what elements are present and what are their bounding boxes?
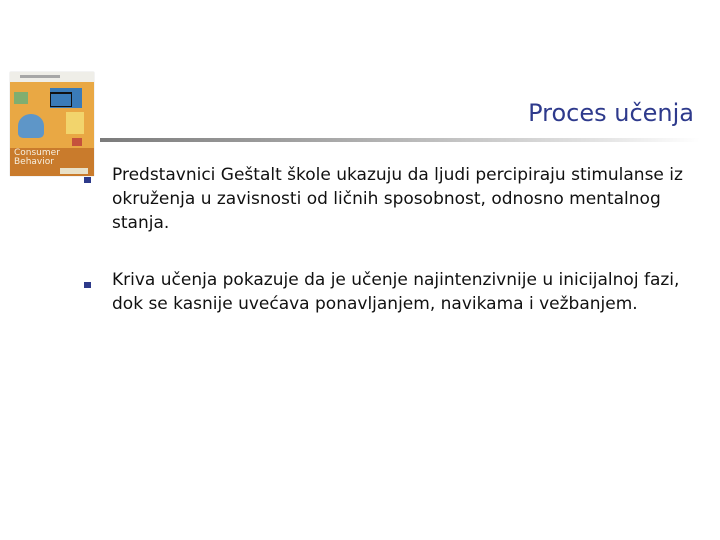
cover-title-line1: Consumer bbox=[14, 148, 60, 158]
slide-title: Proces učenja bbox=[528, 99, 694, 127]
shopping-cart-icon bbox=[50, 92, 72, 107]
bullet-list bbox=[80, 163, 690, 349]
cover-green-shape bbox=[14, 92, 28, 104]
bullet-text: Kriva učenja pokazuje da je učenje najintenzivnije u inicijalnoj fazi, dok se kasnije uvećava ponavljanjem, navikama i vežbanjem. bbox=[112, 270, 680, 314]
cover-author-strip bbox=[20, 75, 60, 78]
bullet-item bbox=[80, 163, 690, 235]
square-bullet-icon bbox=[84, 282, 91, 288]
cover-title-line2: Behavior bbox=[14, 157, 54, 167]
cover-yellow-shape bbox=[66, 112, 84, 134]
book-cover-image bbox=[10, 72, 94, 176]
square-bullet-icon bbox=[84, 177, 91, 183]
cover-head-silhouette bbox=[18, 114, 44, 138]
title-divider bbox=[100, 138, 700, 142]
cover-title bbox=[14, 149, 90, 167]
cover-red-shape bbox=[72, 138, 82, 146]
bullet-item bbox=[80, 268, 690, 316]
bullet-text: Predstavnici Geštalt škole ukazuju da ljudi percipiraju stimulanse iz okruženja u zavisnosti od ličnih sposobnost, odnosno mentalnog stanja. bbox=[112, 165, 683, 233]
